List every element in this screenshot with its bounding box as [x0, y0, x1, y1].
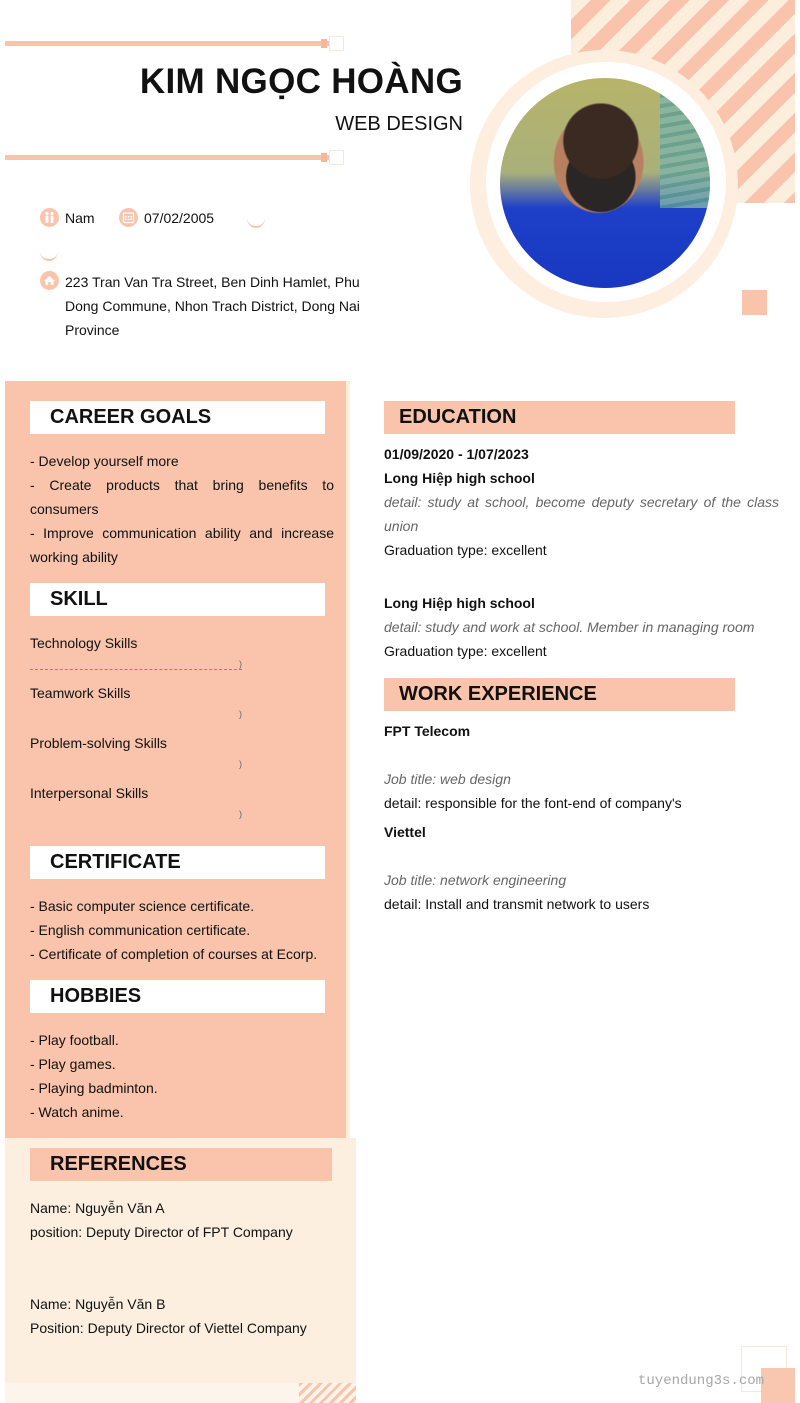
list-item: - Basic computer science certificate. — [30, 898, 255, 914]
list-item: - Play games. — [30, 1056, 116, 1072]
list-item: - Create products that bring benefits to consumers — [30, 477, 334, 517]
skill-bar-problem-solving: ) — [239, 759, 242, 769]
info-gender — [40, 208, 95, 227]
skill-label: Interpersonal Skills — [30, 785, 149, 801]
work-job-title: Job title: network engineering — [384, 872, 567, 888]
decor-square — [742, 290, 767, 315]
skill-bar-interpersonal: ) — [239, 809, 242, 819]
hobbies-heading: HOBBIES — [30, 980, 325, 1013]
avatar-photo — [500, 78, 710, 288]
education-detail: detail: study at school, become deputy secretary of the class union — [384, 494, 779, 534]
list-item: - Playing badminton. — [30, 1080, 158, 1096]
references-heading: REFERENCES — [30, 1148, 332, 1181]
address-value: 223 Tran Van Tra Street, Ben Dinh Hamlet, Phu Dong Commune, Nhon Trach District, Dong Nai Province — [65, 274, 360, 338]
header-decor-line-cap — [321, 153, 327, 162]
skill-bar-teamwork: ) — [239, 709, 242, 719]
reference-item — [30, 1292, 350, 1340]
skill-heading: SKILL — [30, 583, 325, 616]
skill-label: Technology Skills — [30, 635, 138, 651]
certificate-heading: CERTIFICATE — [30, 846, 325, 879]
email-icon — [40, 241, 58, 261]
reference-name: Name: Nguyễn Văn B — [30, 1296, 166, 1312]
skill-label: Problem-solving Skills — [30, 735, 167, 751]
gender-value: Nam — [65, 209, 95, 226]
candidate-name: KIM NGỌC HOÀNG — [139, 62, 463, 101]
work-detail: detail: Install and transmit network to users — [384, 896, 650, 912]
list-item: - Certificate of completion of courses at Ecorp. — [30, 946, 318, 962]
decor-stripes-small — [299, 1383, 356, 1403]
header-decor-square — [329, 36, 344, 51]
list-item: - Watch anime. — [30, 1104, 124, 1120]
hobbies-list — [30, 1028, 334, 1124]
list-item: - Play football. — [30, 1032, 119, 1048]
work-company: Viettel — [384, 824, 426, 840]
certificate-list — [30, 894, 334, 966]
birthdate-value: 07/02/2005 — [144, 209, 215, 226]
calendar-icon — [119, 208, 138, 227]
skill-bar-technology: ) — [30, 661, 242, 670]
work-company: FPT Telecom — [384, 723, 471, 739]
education-school: Long Hiệp high school — [384, 595, 535, 611]
reference-item — [30, 1196, 350, 1244]
work-job-title: Job title: web design — [384, 771, 511, 787]
list-item: - Develop yourself more — [30, 453, 179, 469]
work-experience-heading: WORK EXPERIENCE — [384, 678, 735, 711]
header-decor-line-bottom — [5, 155, 330, 160]
candidate-role: WEB DESIGN — [335, 113, 463, 135]
career-goals-list — [30, 449, 334, 569]
work-detail: detail: responsible for the font-end of company's — [384, 795, 682, 811]
education-period: 01/09/2020 - 1/07/2023 — [384, 446, 529, 462]
header-decor-line-cap — [321, 39, 327, 48]
education-graduation: Graduation type: excellent — [384, 643, 547, 659]
list-item: - Improve communication ability and increase working ability — [30, 525, 334, 565]
education-heading: EDUCATION — [384, 401, 735, 434]
career-goals-heading: CAREER GOALS — [30, 401, 325, 434]
info-birthdate — [119, 208, 214, 227]
phone-icon — [247, 208, 265, 228]
education-school: Long Hiệp high school — [384, 470, 535, 486]
header-decor-square — [329, 150, 344, 165]
education-graduation: Graduation type: excellent — [384, 542, 547, 558]
home-icon — [40, 271, 59, 290]
skill-label: Teamwork Skills — [30, 685, 131, 701]
list-item: - English communication certificate. — [30, 922, 251, 938]
decor-square-filled — [761, 1368, 795, 1403]
reference-position: Position: Deputy Director of Viettel Company — [30, 1320, 307, 1336]
watermark: tuyendung3s.com — [638, 1373, 765, 1389]
gender-icon — [40, 208, 59, 227]
header-decor-line-top — [5, 41, 330, 46]
education-detail: detail: study and work at school. Member in managing room — [384, 619, 755, 635]
info-address — [40, 270, 365, 342]
reference-position: position: Deputy Director of FPT Company — [30, 1224, 293, 1240]
reference-name: Name: Nguyễn Văn A — [30, 1200, 165, 1216]
